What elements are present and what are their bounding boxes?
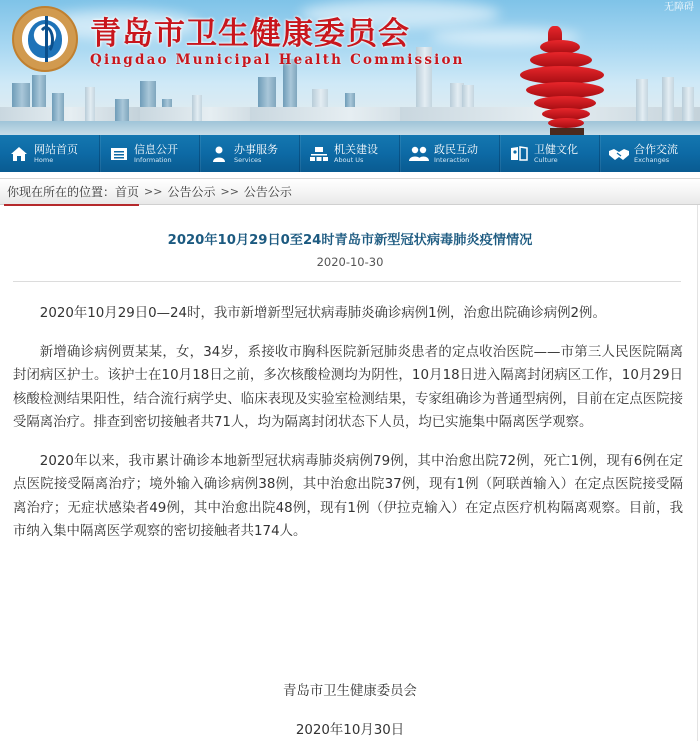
nav-item-about-us[interactable] — [300, 135, 400, 172]
nav-sublabel: Services — [234, 155, 262, 164]
nav-item-information[interactable] — [100, 135, 200, 172]
nav-label: 网站首页 — [34, 142, 78, 156]
nav-label: 合作交流 — [634, 142, 678, 156]
breadcrumb-separator: >> — [220, 185, 239, 198]
nav-sublabel: Exchanges — [634, 155, 670, 164]
nav-sublabel: Interaction — [434, 155, 470, 164]
site-title: 青岛市卫生健康委员会 — [90, 16, 410, 52]
nav-label: 机关建设 — [334, 142, 378, 156]
nav-sublabel: Information — [134, 155, 172, 164]
nav-label: 政民互动 — [434, 142, 478, 156]
article-paragraph: 新增确诊病例贾某某，女，34岁，系接收市胸科医院新冠肺炎患者的定点收治医院——市第三人民医院隔离封闭病区护士。该护士在10月18日之前，多次核酸检测均为阴性，10月18日进入隔离封闭病区工作，10月29日核酸检测结果阳性，结合流行病学史、临床表现及实验室检测结果，专家组确诊为普通型病例，目前在定点医院接受隔离治疗。排查到密切接触者共71人，均为隔离封闭状态下人员，均已实施集中隔离医学观察。 — [13, 344, 683, 430]
people-icon — [409, 146, 429, 162]
breadcrumb-home-link[interactable]: 首页 — [115, 185, 140, 199]
nav-item-interaction[interactable] — [400, 135, 500, 172]
nav-item-culture[interactable] — [500, 135, 600, 172]
person-icon — [209, 146, 229, 162]
nav-label: 办事服务 — [234, 142, 278, 156]
breadcrumb-prefix: 你现在所在的位置： — [7, 185, 116, 199]
breadcrumb — [0, 178, 700, 205]
content-border — [697, 205, 698, 741]
nav-label: 卫健文化 — [534, 142, 578, 156]
nav-item-services[interactable] — [200, 135, 300, 172]
nav-item-home[interactable] — [0, 135, 100, 172]
home-icon — [9, 146, 29, 162]
signature-organization: 青岛市卫生健康委员会 — [283, 684, 417, 699]
article-title: 2020年10月29日0至24时青岛市新型冠状病毒肺炎疫情情况 — [167, 233, 533, 248]
article-date: 2020-10-30 — [316, 255, 384, 269]
nav-sublabel: Culture — [534, 155, 558, 164]
accessibility-link[interactable]: 无障碍 — [664, 2, 694, 13]
nav-sublabel: Home — [34, 155, 54, 164]
main-nav — [0, 135, 700, 172]
org-chart-icon — [309, 146, 329, 162]
breadcrumb-current-link[interactable]: 公告公示 — [243, 185, 292, 199]
article-body — [13, 302, 683, 559]
breadcrumb-announcements-link[interactable]: 公告公示 — [167, 185, 216, 199]
breadcrumb-accent-bar — [4, 204, 139, 206]
article-paragraph: 2020年以来，我市累计确诊本地新型冠状病毒肺炎病例79例，其中治愈出院72例，死亡1例，现有6例在定点医院接受隔离治疗；境外输入确诊病例38例，其中治愈出院37例，现有1例（阿联酋输入）在定点医院接受隔离治疗；无症状感染者49例，其中治愈出院48例，现有1例（伊拉克输入）在定点医疗机构隔离观察。目前，我市纳入集中隔离医学观察的密切接触者共174人。 — [13, 453, 683, 539]
nav-item-exchanges[interactable] — [600, 135, 700, 172]
site-title-english: Qingdao Municipal Health Commission — [90, 52, 465, 68]
handshake-icon — [609, 146, 629, 162]
article-paragraph: 2020年10月29日0—24时，我市新增新型冠状病毒肺炎确诊病例1例，治愈出院确诊病例2例。 — [39, 306, 606, 321]
commission-logo[interactable] — [12, 6, 78, 72]
signature-date: 2020年10月30日 — [295, 723, 405, 738]
book-icon — [509, 146, 529, 162]
header-banner — [0, 0, 700, 135]
nav-sublabel: About Us — [334, 155, 364, 164]
list-icon — [109, 146, 129, 162]
title-divider — [13, 281, 681, 282]
may-fourth-sculpture-image — [520, 26, 610, 135]
nav-label: 信息公开 — [134, 142, 178, 156]
snake-icon — [38, 26, 54, 54]
breadcrumb-separator: >> — [144, 185, 163, 198]
